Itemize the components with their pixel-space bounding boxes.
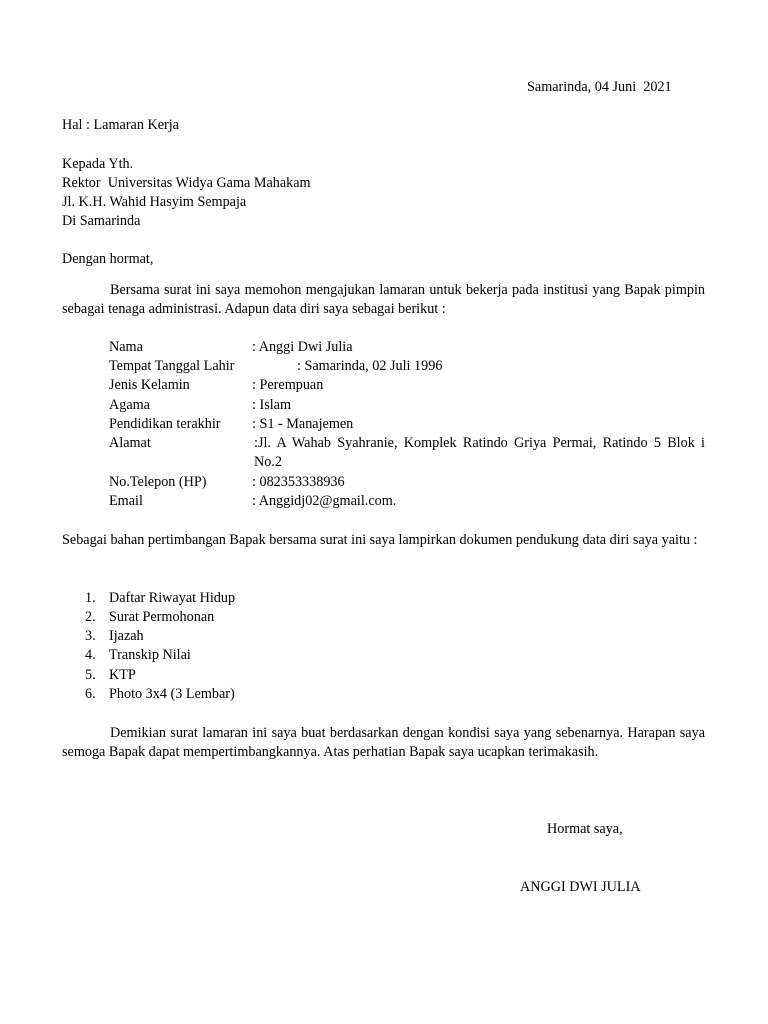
data-label: Nama [109,339,143,355]
place-date: Samarinda, 04 Juni 2021 [527,79,672,95]
greeting: Dengan hormat, [62,251,154,267]
data-value: :Jl. A Wahab Syahranie, Komplek Ratindo Griya Permai, Ratindo 5 Blok i No.2 [254,435,705,471]
data-label: Jenis Kelamin [109,377,190,393]
recipient-line: Jl. K.H. Wahid Hasyim Sempaja [62,194,247,210]
letter-subject: Hal : Lamaran Kerja [62,117,179,133]
list-text: KTP [109,667,136,683]
data-value: : Islam [252,397,292,413]
attachment-intro: Sebagai bahan pertimbangan Bapak bersama surat ini saya lampirkan dokumen pendukung data diri saya yaitu : [62,532,698,548]
data-value: : Perempuan [252,377,324,393]
list-number: 6. [85,686,96,702]
data-value: : S1 - Manajemen [252,416,354,432]
list-number: 5. [85,667,96,683]
data-label: Email [109,493,143,509]
data-label: No.Telepon (HP) [109,474,207,490]
list-text: Ijazah [109,628,144,644]
data-label: Pendidikan terakhir [109,416,221,432]
list-number: 2. [85,609,96,625]
data-value: : Samarinda, 02 Juli 1996 [297,358,443,374]
data-value: : Anggidj02@gmail.com. [252,493,397,509]
list-text: Surat Permohonan [109,609,215,625]
recipient-line: Di Samarinda [62,213,141,229]
signatory-name: ANGGI DWI JULIA [520,879,641,895]
list-text: Transkip Nilai [109,647,191,663]
list-number: 1. [85,590,96,606]
closing-paragraph: Demikian surat lamaran ini saya buat berdasarkan dengan kondisi saya yang sebenarnya. Harapan saya semoga Bapak dapat mempertimbangkannya. Atas perhatian Bapak saya ucapkan terimakasih. [62,725,705,761]
list-number: 4. [85,647,96,663]
data-label: Agama [109,397,150,413]
recipient-line: Rektor Universitas Widya Gama Mahakam [62,175,311,191]
data-label: Alamat [109,435,151,451]
intro-paragraph: Bersama surat ini saya memohon mengajukan lamaran untuk bekerja pada institusi yang Bapak pimpin sebagai tenaga administrasi. Adapun data diri saya sebagai berikut : [62,282,705,318]
list-number: 3. [85,628,96,644]
data-value: : Anggi Dwi Julia [252,339,353,355]
data-value: : 082353338936 [252,474,345,490]
list-text: Photo 3x4 (3 Lembar) [109,686,235,702]
recipient-line: Kepada Yth. [62,156,134,172]
sign-off: Hormat saya, [547,821,623,837]
list-text: Daftar Riwayat Hidup [109,590,236,606]
data-label: Tempat Tanggal Lahir [109,358,235,374]
